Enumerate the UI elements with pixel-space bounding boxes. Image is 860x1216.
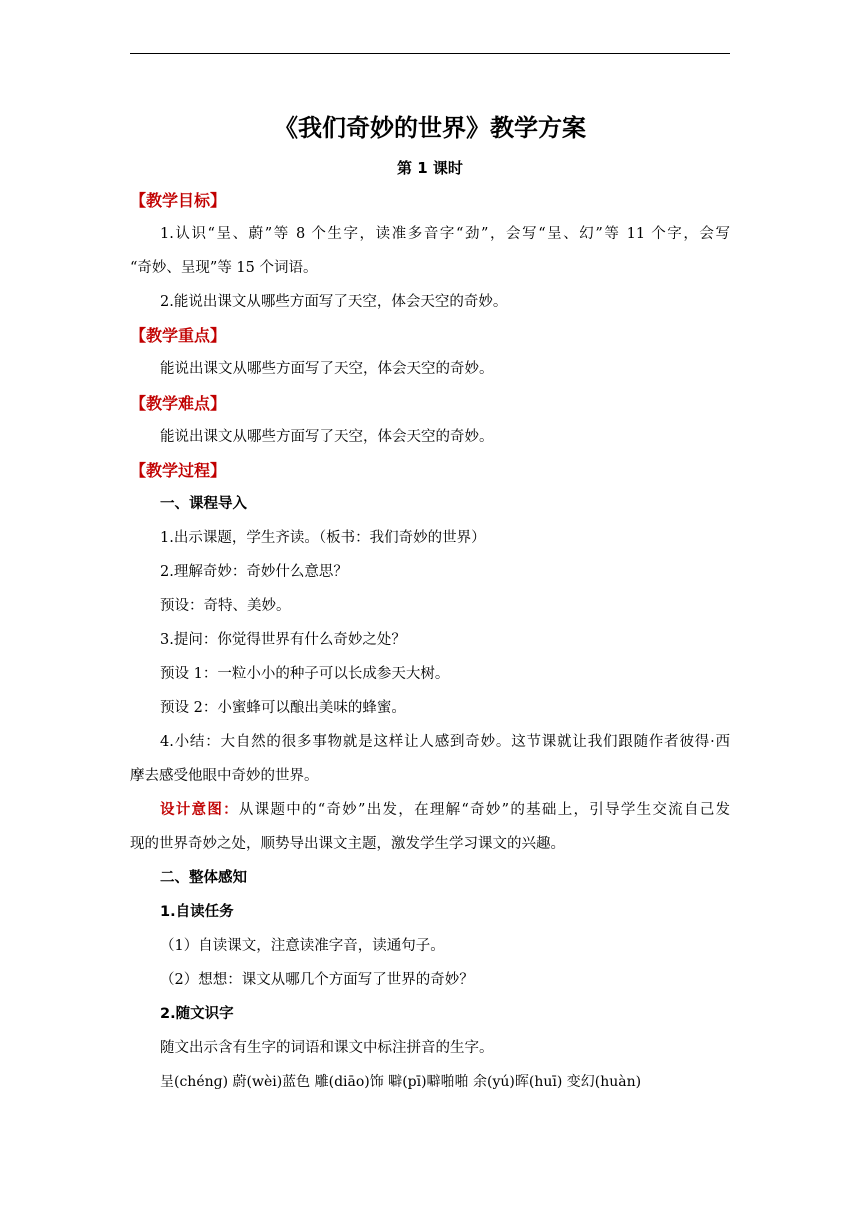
task-heading-self-read: 1.自读任务 [160,904,234,920]
intro-preset: 预设：奇特、美妙。 [160,598,291,614]
goal-1-line-2: “奇妙、呈现”等 15 个词语。 [130,260,318,276]
subsection-title-overview: 二、整体感知 [160,870,247,886]
header-rule [130,53,730,54]
design-intent-line-1 [160,798,730,822]
intro-step-2: 2.理解奇妙：奇妙什么意思？ [160,564,348,580]
design-intent-line-2: 现的世界奇妙之处，顺势导出课文主题，激发学生学习课文的兴趣。 [130,836,565,852]
goal-1-line-1: 1.认识“呈、蔚”等 8 个生字，读准多音字“劲”，会写“呈、幻”等 11 个字，会写 [160,226,730,242]
subsection-title-intro: 一、课程导入 [160,496,247,512]
difficulties-text: 能说出课文从哪些方面写了天空，体会天空的奇妙。 [160,429,494,445]
document-title: 《我们奇妙的世界》教学方案 [274,114,586,142]
key-points-text: 能说出课文从哪些方面写了天空，体会天空的奇妙。 [160,361,494,377]
design-intent-text: 从课题中的“奇妙”出发，在理解“奇妙”的基础上，引导学生交流自己发 [238,802,731,818]
intro-preset-2: 预设 2：小蜜蜂可以酿出美味的蜂蜜。 [160,700,406,716]
section-heading-key-points: 【教学重点】 [130,326,227,345]
intro-summary-line-1: 4.小结：大自然的很多事物就是这样让人感到奇妙。这节课就让我们跟随作者彼得·西 [160,734,730,750]
self-read-task-1: （1）自读课文，注意读准字音，读通句子。 [160,938,445,954]
intro-step-1: 1.出示课题，学生齐读。（板书：我们奇妙的世界） [160,530,486,546]
design-intent-label: 设计意图： [160,802,239,818]
character-recognition-instruction: 随文出示含有生字的词语和课文中标注拼音的生字。 [160,1040,494,1056]
self-read-task-2: （2）想想：课文从哪几个方面写了世界的奇妙？ [160,972,474,988]
section-heading-process: 【教学过程】 [130,461,227,480]
section-heading-goals: 【教学目标】 [130,191,227,210]
goal-2: 2.能说出课文从哪些方面写了天空，体会天空的奇妙。 [160,294,508,310]
task-heading-character-recognition: 2.随文识字 [160,1006,234,1022]
section-heading-difficulties: 【教学难点】 [130,394,227,413]
intro-step-3: 3.提问：你觉得世界有什么奇妙之处？ [160,632,406,648]
new-characters-pinyin-list: 呈(chénɡ) 蔚(wèi)蓝色 雕(diāo)饰 噼(pī)噼啪啪 余(yú)晖(huī) 变幻(huàn) [160,1074,642,1090]
lesson-period: 第 1 课时 [397,159,463,177]
intro-summary-line-2: 摩去感受他眼中奇妙的世界。 [130,768,319,784]
intro-preset-1: 预设 1：一粒小小的种子可以长成参天大树。 [160,666,450,682]
